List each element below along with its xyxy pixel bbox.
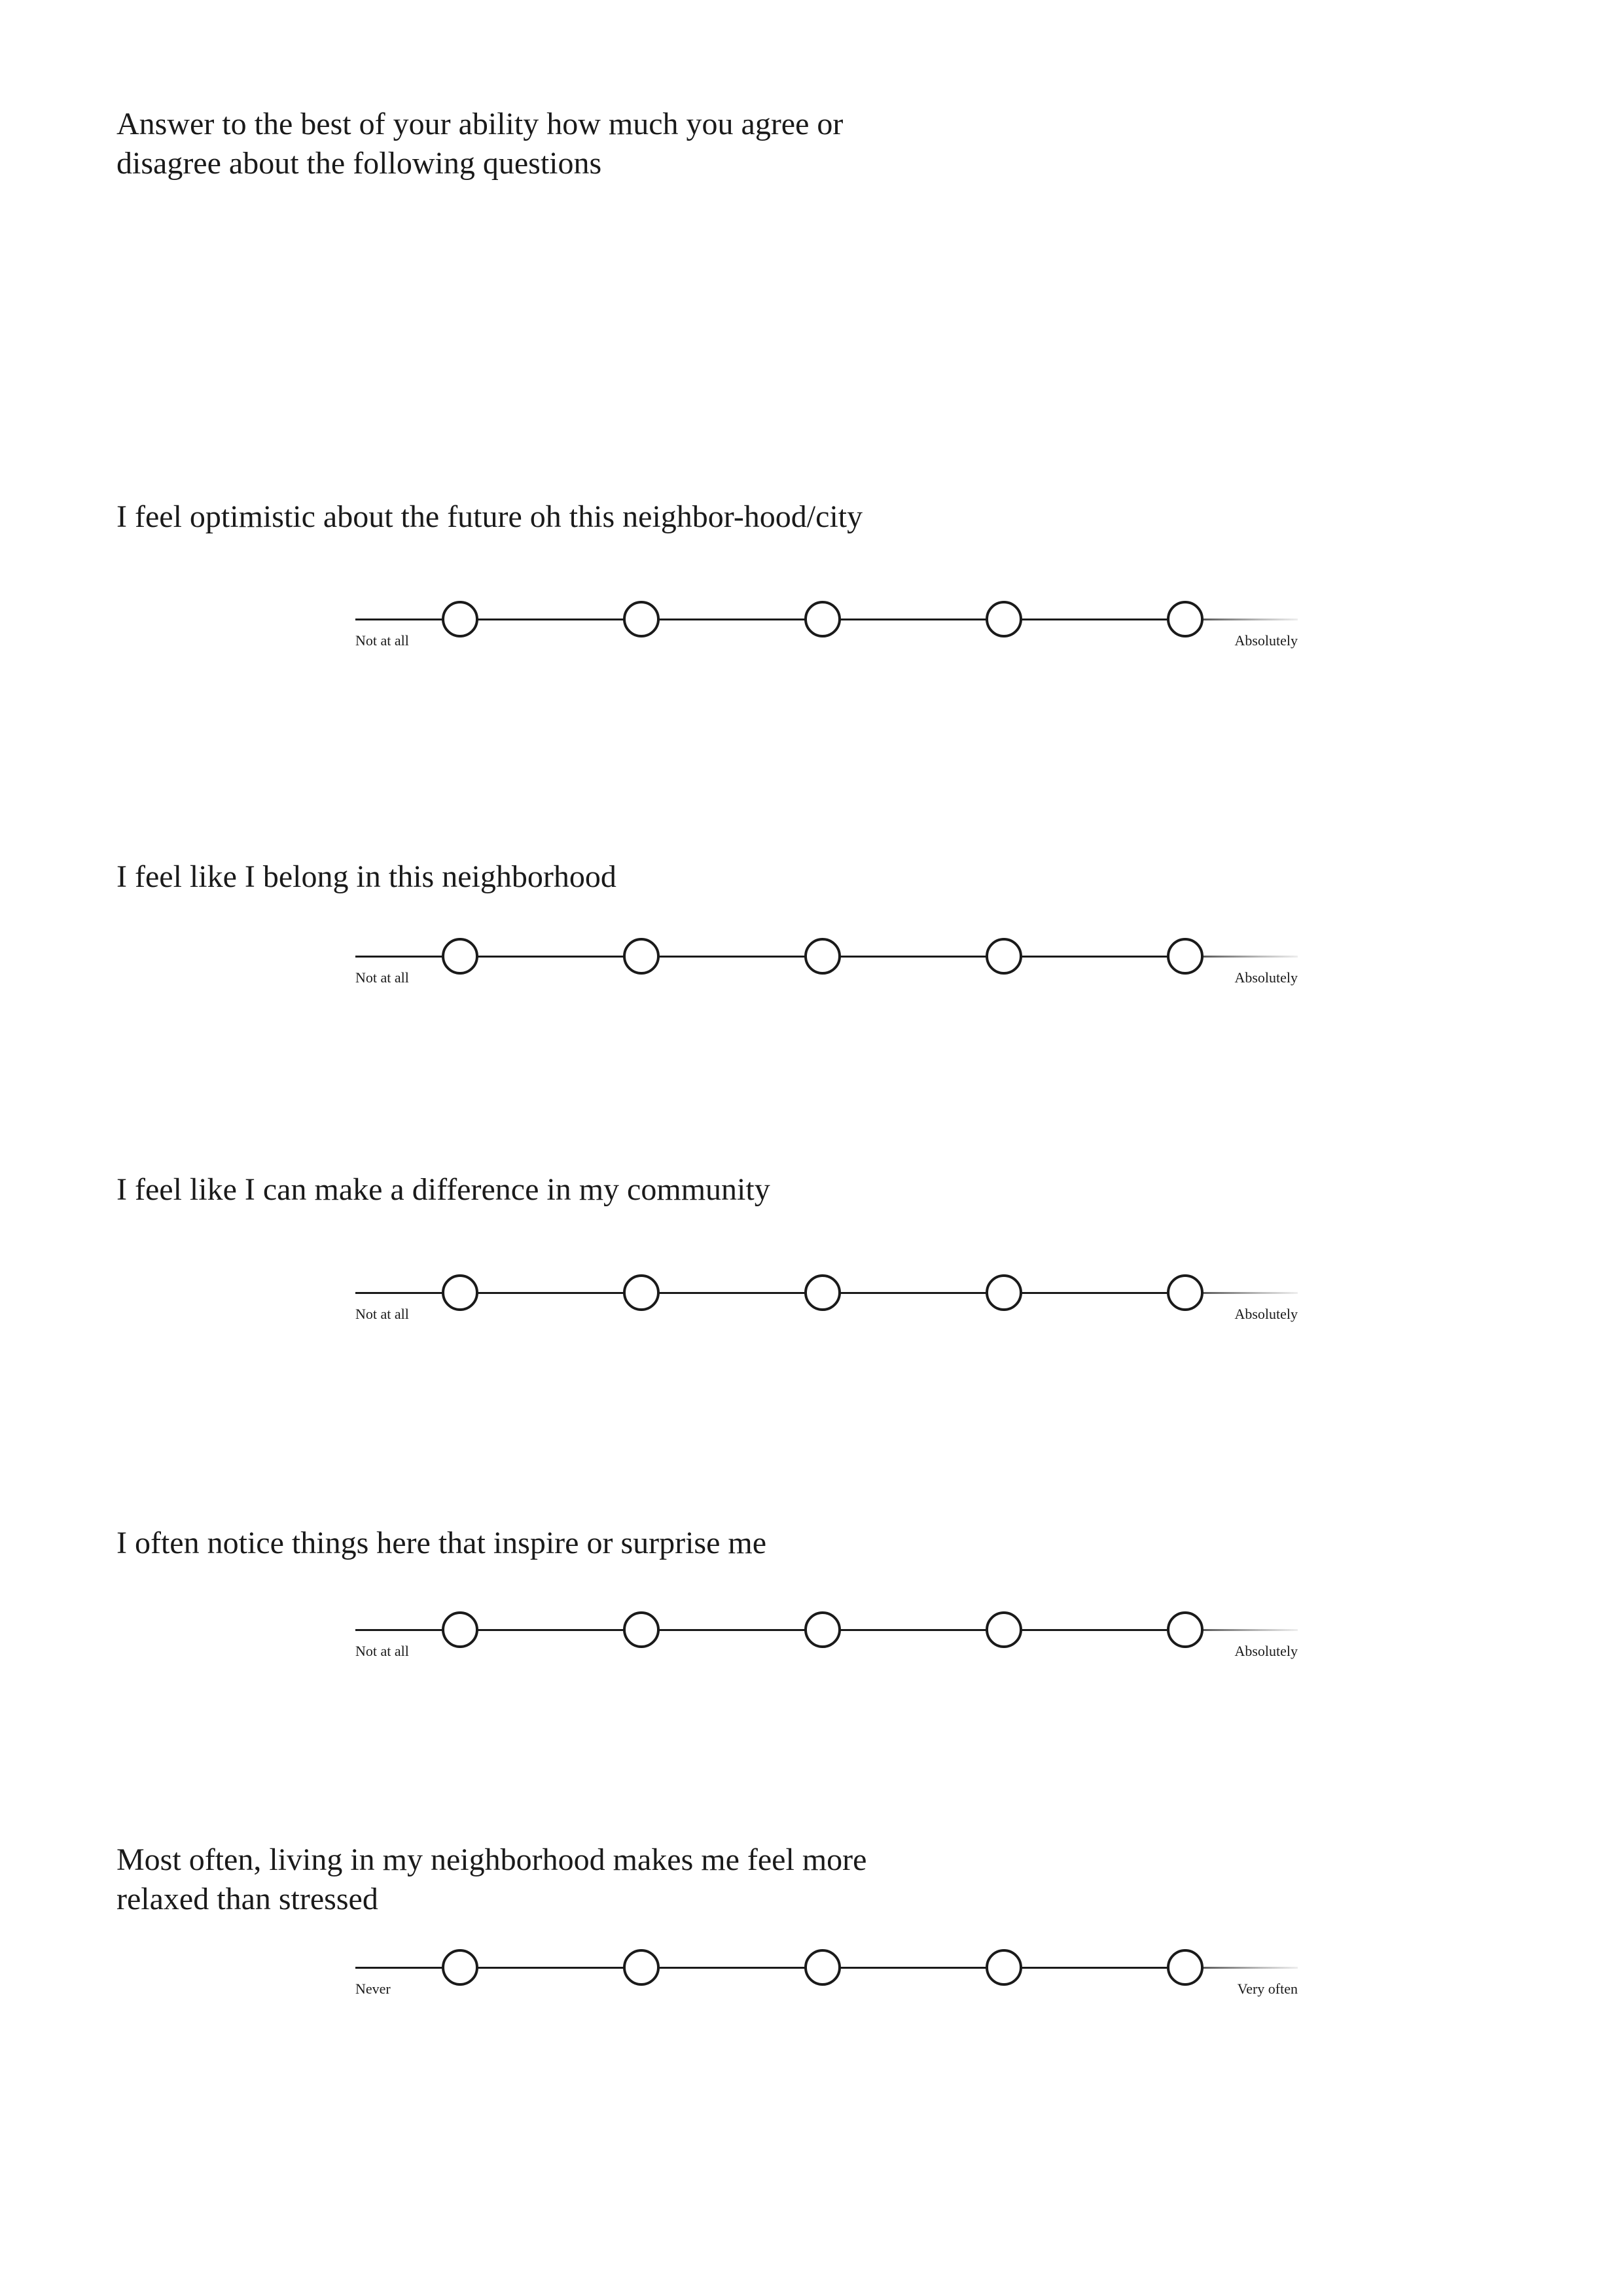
rating-scale	[355, 938, 1298, 997]
rating-option-1[interactable]	[442, 1611, 478, 1648]
rating-option-5[interactable]	[1167, 938, 1204, 975]
rating-scale	[355, 1274, 1298, 1333]
rating-option-4[interactable]	[986, 938, 1022, 975]
rating-scale	[355, 1611, 1298, 1670]
scale-min-label: Not at all	[355, 969, 409, 986]
scale-min-label: Not at all	[355, 1306, 409, 1322]
scale-max-label: Absolutely	[1234, 969, 1298, 986]
rating-option-4[interactable]	[986, 1274, 1022, 1311]
scale-max-label: Absolutely	[1234, 632, 1298, 649]
rating-option-1[interactable]	[442, 1949, 478, 1986]
rating-option-4[interactable]	[986, 601, 1022, 637]
rating-option-3[interactable]	[804, 938, 841, 975]
rating-option-2[interactable]	[623, 938, 660, 975]
scale-min-label: Not at all	[355, 1643, 409, 1659]
rating-scale	[355, 1949, 1298, 2008]
rating-option-2[interactable]	[623, 601, 660, 637]
rating-option-2[interactable]	[623, 1949, 660, 1986]
scale-min-label: Not at all	[355, 632, 409, 649]
scale-min-label: Never	[355, 1981, 391, 1997]
scale-max-label: Very often	[1237, 1981, 1298, 1997]
rating-option-3[interactable]	[804, 1949, 841, 1986]
question-text: I feel like I belong in this neighborhood	[116, 859, 616, 894]
rating-scale	[355, 601, 1298, 660]
rating-option-3[interactable]	[804, 1274, 841, 1311]
question-text: Most often, living in my neighborhood makes me feel more relaxed than stressed	[116, 1842, 867, 1916]
rating-option-5[interactable]	[1167, 1274, 1204, 1311]
rating-option-3[interactable]	[804, 601, 841, 637]
question-text: I feel like I can make a difference in my community	[116, 1172, 770, 1207]
rating-option-3[interactable]	[804, 1611, 841, 1648]
rating-option-2[interactable]	[623, 1611, 660, 1648]
rating-option-1[interactable]	[442, 1274, 478, 1311]
rating-option-1[interactable]	[442, 938, 478, 975]
rating-option-5[interactable]	[1167, 1611, 1204, 1648]
rating-option-4[interactable]	[986, 1611, 1022, 1648]
question-text: I often notice things here that inspire or surprise me	[116, 1526, 767, 1560]
rating-option-4[interactable]	[986, 1949, 1022, 1986]
survey-instructions: Answer to the best of your ability how much you agree or disagree about the following questions	[116, 107, 844, 181]
rating-option-2[interactable]	[623, 1274, 660, 1311]
scale-max-label: Absolutely	[1234, 1643, 1298, 1659]
rating-option-5[interactable]	[1167, 601, 1204, 637]
rating-option-1[interactable]	[442, 601, 478, 637]
scale-max-label: Absolutely	[1234, 1306, 1298, 1322]
rating-option-5[interactable]	[1167, 1949, 1204, 1986]
question-text: I feel optimistic about the future oh this neighbor-hood/city	[116, 499, 863, 534]
